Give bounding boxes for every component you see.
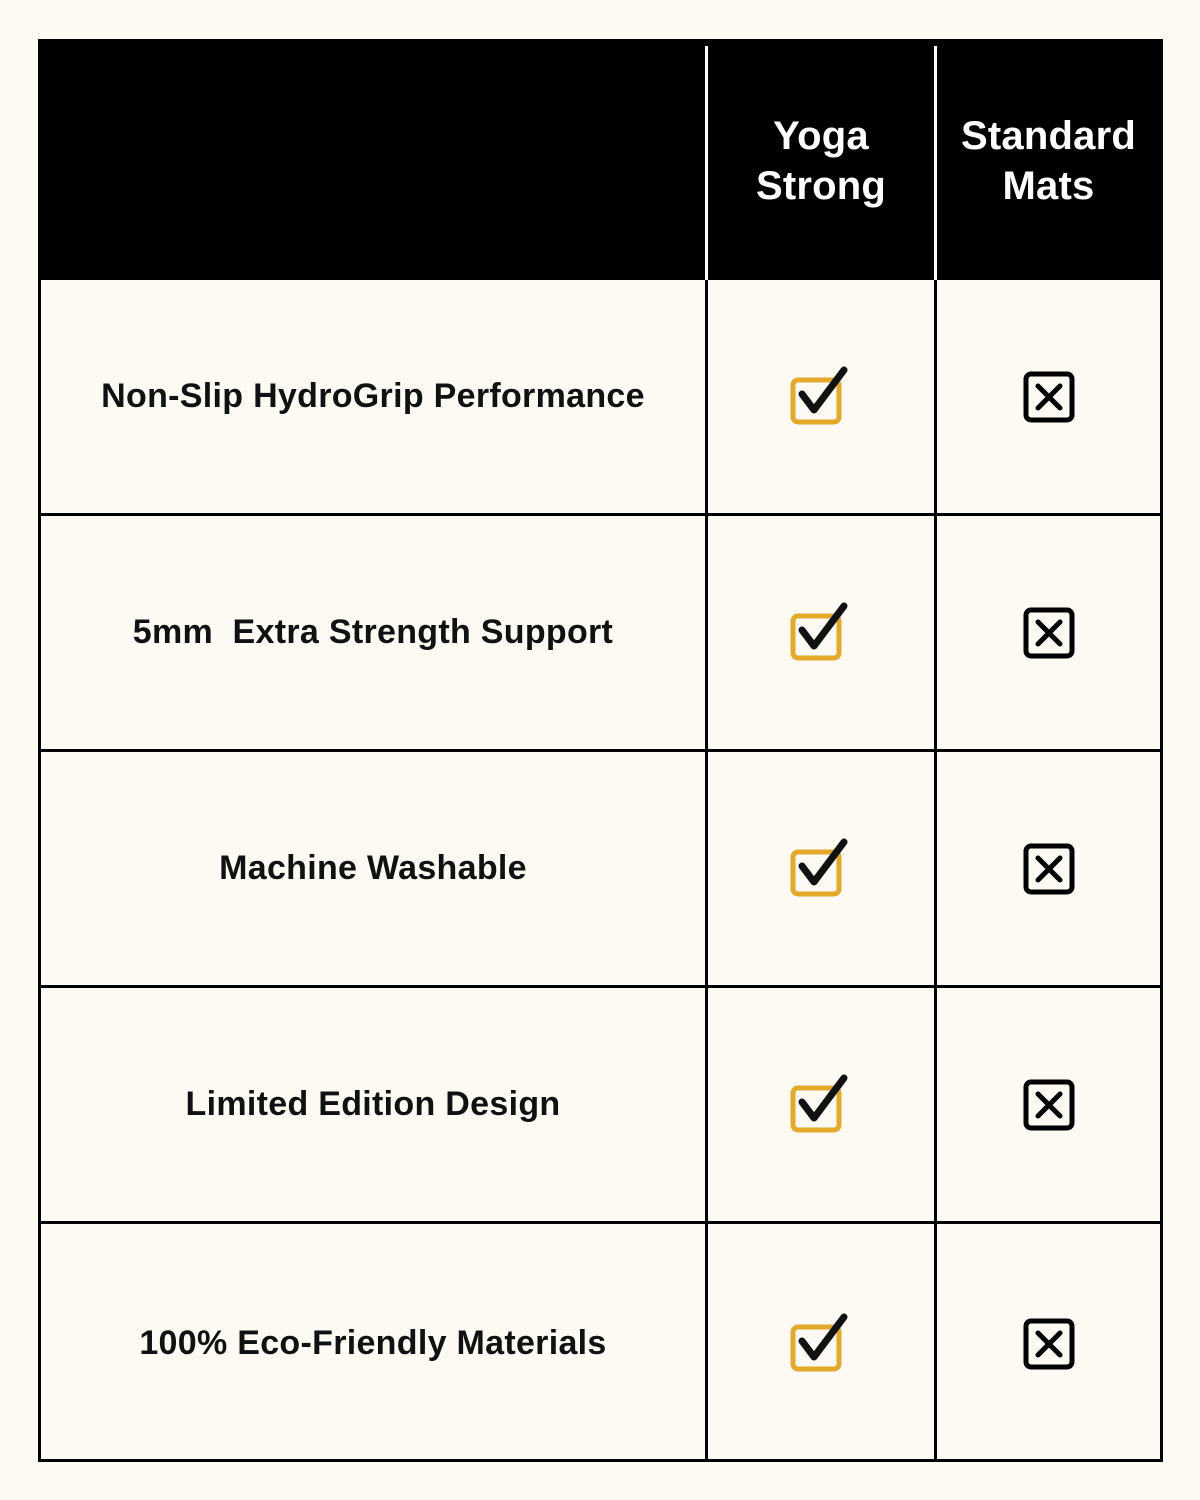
cross-icon xyxy=(1022,370,1076,424)
feature-label: Machine Washable xyxy=(219,849,527,887)
table-header xyxy=(41,42,1160,280)
table-row xyxy=(41,1224,1160,1463)
feature-cell xyxy=(41,280,705,513)
cross-icon xyxy=(1022,842,1076,896)
table-row xyxy=(41,516,1160,752)
header-standard-mats xyxy=(937,42,1160,280)
yoga-strong-cell xyxy=(708,988,934,1221)
feature-cell xyxy=(41,1224,705,1463)
yoga-strong-cell xyxy=(708,516,934,749)
standard-mats-cell xyxy=(937,280,1160,513)
check-icon xyxy=(788,1313,854,1375)
table-row xyxy=(41,988,1160,1224)
check-icon xyxy=(788,602,854,664)
feature-cell xyxy=(41,988,705,1221)
check-icon xyxy=(788,838,854,900)
header-yoga-strong xyxy=(708,42,934,280)
table-row xyxy=(41,280,1160,516)
feature-label: Limited Edition Design xyxy=(185,1085,561,1123)
header-yoga-strong-label: Yoga Strong xyxy=(755,114,887,208)
standard-mats-cell xyxy=(937,988,1160,1221)
standard-mats-cell xyxy=(937,516,1160,749)
feature-label: 5mm Extra Strength Support xyxy=(132,613,614,651)
yoga-strong-cell xyxy=(708,752,934,985)
standard-mats-cell xyxy=(937,1224,1160,1463)
yoga-strong-cell xyxy=(708,280,934,513)
table-row xyxy=(41,752,1160,988)
feature-label: 100% Eco-Friendly Materials xyxy=(139,1324,607,1362)
standard-mats-cell xyxy=(937,752,1160,985)
cross-icon xyxy=(1022,606,1076,660)
check-icon xyxy=(788,366,854,428)
feature-cell xyxy=(41,516,705,749)
cross-icon xyxy=(1022,1317,1076,1371)
feature-cell xyxy=(41,752,705,985)
header-feature-cell xyxy=(41,42,705,280)
yoga-strong-cell xyxy=(708,1224,934,1463)
header-standard-mats-label: Standard Mats xyxy=(961,114,1136,208)
check-icon xyxy=(788,1074,854,1136)
comparison-table xyxy=(38,39,1163,1462)
cross-icon xyxy=(1022,1078,1076,1132)
table-body xyxy=(41,280,1160,1463)
feature-label: Non-Slip HydroGrip Performance xyxy=(101,377,645,415)
